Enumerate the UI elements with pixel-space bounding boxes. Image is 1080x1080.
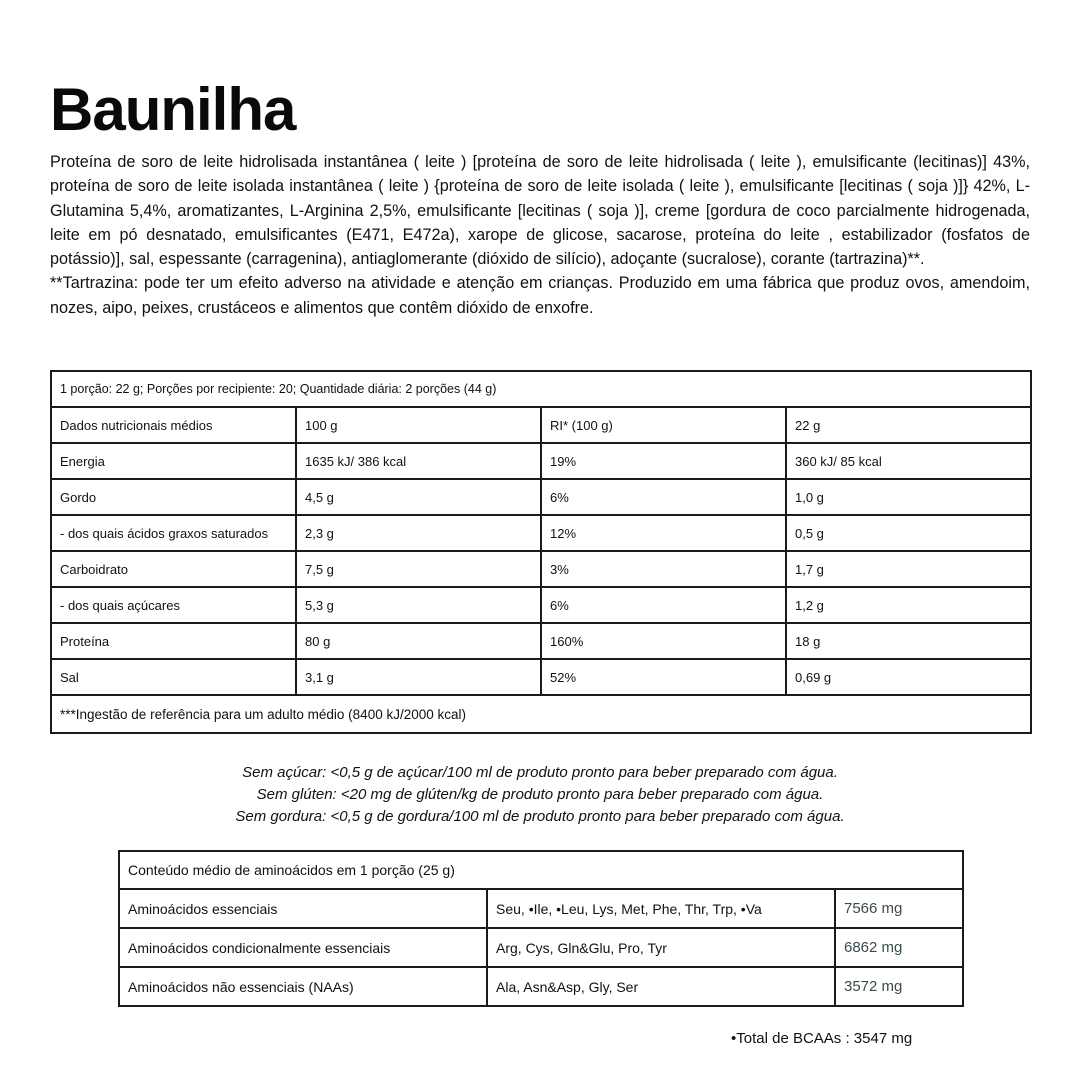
table-row <box>51 515 1031 551</box>
column-header: 100 g <box>296 407 541 443</box>
value-per-100g: 2,3 g <box>296 515 541 551</box>
value-per-100g: 7,5 g <box>296 551 541 587</box>
fat-free-claim: Sem gordura: <0,5 g de gordura/100 ml de produto pronto para beber preparado com água. <box>235 808 845 825</box>
ri-percent: 12% <box>541 515 786 551</box>
ingredients-list: Proteína de soro de leite hidrolisada instantânea ( leite ) [proteína de soro de leite hidrolisada ( leite ), emulsificante (lecitinas)] 43%, proteína de soro de leite isolada instantânea ( leite ) {proteína de soro de leite isolada ( leite ), emulsificante [lecitinas ( soja )]} 42%, L-Glutamina 5,4%, aromatizantes, L-Arginina 2,5%, emulsificante [lecitinas ( soja )], creme [gordura de coco parcialmente hidrogenada, leite em pó desnatado, emulsificantes (E471, E472a), xarope de glicose, sacarose, proteína do leite , estabilizador (fosfatos de potássio)], sal, espessante (carragenina), antiaglomerante (dióxido de silício), adoçante (sucralose), corante (tartrazina)**. <box>50 153 1030 269</box>
table-row <box>51 479 1031 515</box>
table-row <box>119 967 963 1006</box>
column-header: 22 g <box>786 407 1031 443</box>
nutrition-header-row <box>51 407 1031 443</box>
amino-amount: 3572 mg <box>835 967 963 1006</box>
table-row <box>51 623 1031 659</box>
amino-list: Ala, Asn&Asp, Gly, Ser <box>487 967 835 1006</box>
value-per-serving: 18 g <box>786 623 1031 659</box>
value-per-serving: 0,69 g <box>786 659 1031 695</box>
value-per-100g: 80 g <box>296 623 541 659</box>
table-row <box>119 889 963 928</box>
amino-list: Arg, Cys, Gln&Glu, Pro, Tyr <box>487 928 835 967</box>
table-row <box>51 443 1031 479</box>
amino-list: Seu, •Ile, •Leu, Lys, Met, Phe, Thr, Trp, •Va <box>487 889 835 928</box>
value-per-serving: 1,0 g <box>786 479 1031 515</box>
table-row <box>51 659 1031 695</box>
amino-category: Aminoácidos não essenciais (NAAs) <box>119 967 487 1006</box>
ri-percent: 52% <box>541 659 786 695</box>
value-per-serving: 1,7 g <box>786 551 1031 587</box>
nutrient-name: Energia <box>51 443 296 479</box>
nutrition-claims <box>0 762 1080 828</box>
nutrient-name: Proteína <box>51 623 296 659</box>
ri-percent: 3% <box>541 551 786 587</box>
amino-amount: 6862 mg <box>835 928 963 967</box>
ri-percent: 6% <box>541 587 786 623</box>
nutrient-name: - dos quais açúcares <box>51 587 296 623</box>
value-per-serving: 1,2 g <box>786 587 1031 623</box>
amino-table-header: Conteúdo médio de aminoácidos em 1 porção (25 g) <box>119 851 963 889</box>
table-row <box>51 551 1031 587</box>
sugar-free-claim: Sem açúcar: <0,5 g de açúcar/100 ml de produto pronto para beber preparado com água. <box>242 764 838 781</box>
serving-info-row <box>51 371 1031 407</box>
nutrition-table <box>50 370 1032 734</box>
amino-header-row <box>119 851 963 889</box>
nutrient-name: Carboidrato <box>51 551 296 587</box>
ri-percent: 160% <box>541 623 786 659</box>
product-title: Baunilha <box>50 76 296 143</box>
table-row <box>51 587 1031 623</box>
ri-percent: 19% <box>541 443 786 479</box>
column-header: RI* (100 g) <box>541 407 786 443</box>
nutrient-name: Gordo <box>51 479 296 515</box>
reference-intake-footnote: ***Ingestão de referência para um adulto médio (8400 kJ/2000 kcal) <box>51 695 1031 733</box>
amino-category: Aminoácidos essenciais <box>119 889 487 928</box>
tartrazine-warning: **Tartrazina: pode ter um efeito adverso na atividade e atenção em crianças. Produzido em uma fábrica que produz ovos, amendoim, nozes, aipo, peixes, crustáceos e alimentos que contêm dióxido de enxofre. <box>50 274 1030 317</box>
nutrient-name: - dos quais ácidos graxos saturados <box>51 515 296 551</box>
table-row <box>119 928 963 967</box>
column-header: Dados nutricionais médios <box>51 407 296 443</box>
value-per-100g: 4,5 g <box>296 479 541 515</box>
nutrient-name: Sal <box>51 659 296 695</box>
bcaa-total: •Total de BCAAs : 3547 mg <box>731 1030 913 1047</box>
gluten-free-claim: Sem glúten: <20 mg de glúten/kg de produto pronto para beber preparado com água. <box>256 786 824 803</box>
amino-amount: 7566 mg <box>835 889 963 928</box>
ri-percent: 6% <box>541 479 786 515</box>
value-per-100g: 5,3 g <box>296 587 541 623</box>
amino-category: Aminoácidos condicionalmente essenciais <box>119 928 487 967</box>
serving-info: 1 porção: 22 g; Porções por recipiente: 20; Quantidade diária: 2 porções (44 g) <box>51 371 1031 407</box>
value-per-serving: 0,5 g <box>786 515 1031 551</box>
value-per-100g: 3,1 g <box>296 659 541 695</box>
ingredients-block <box>50 150 1030 320</box>
value-per-serving: 360 kJ/ 85 kcal <box>786 443 1031 479</box>
amino-acid-table <box>118 850 964 1007</box>
footnote-row <box>51 695 1031 733</box>
value-per-100g: 1635 kJ/ 386 kcal <box>296 443 541 479</box>
